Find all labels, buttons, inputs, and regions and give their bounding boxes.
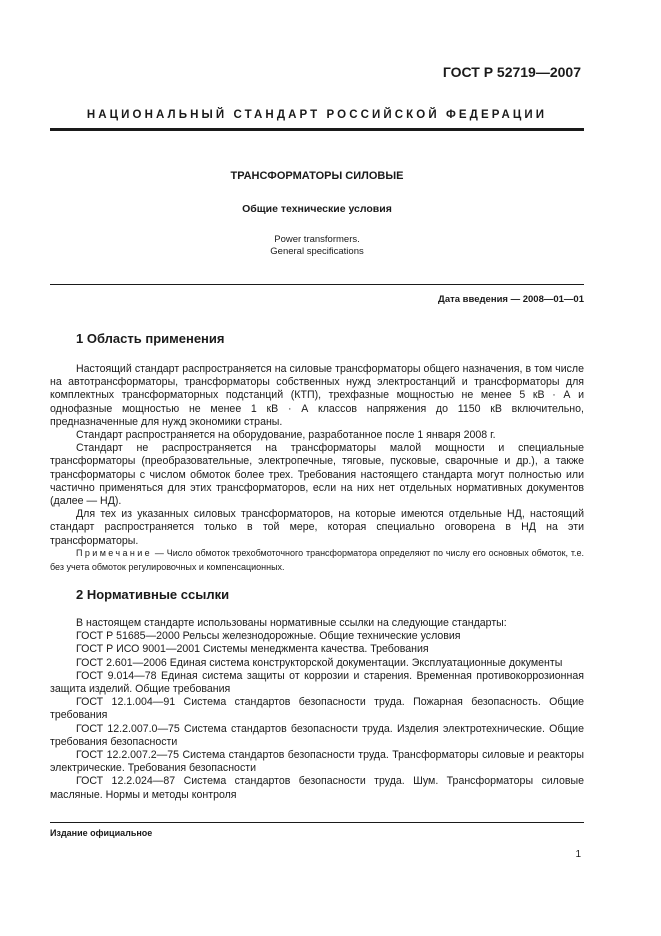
section-1-body: [50, 363, 584, 548]
reference-item: ГОСТ 12.2.007.0—75 Система стандартов безопасности труда. Изделия электротехнические. Общие требования безопасности: [50, 722, 584, 748]
reference-item: В настоящем стандарте использованы нормативные ссылки на следующие стандарты:: [76, 617, 507, 629]
note-label: Примечание: [76, 548, 153, 558]
edition-label: Издание официальное: [50, 828, 153, 838]
reference-item: ГОСТ 12.2.007.2—75 Система стандартов безопасности труда. Трансформаторы силовые и реакторы электрические. Требования безопасности: [50, 749, 584, 775]
section-2-heading: 2 Нормативные ссылки: [76, 587, 230, 602]
document-subtitle: Общие технические условия: [242, 203, 392, 215]
national-standard-banner: НАЦИОНАЛЬНЫЙ СТАНДАРТ РОССИЙСКОЙ ФЕДЕРАЦИИ: [86, 109, 548, 121]
reference-item: ГОСТ 2.601—2006 Единая система конструкторской документации. Эксплуатационные документы: [76, 656, 563, 669]
paragraph: Стандарт распространяется на оборудование, разработанное после 1 января 2008 г.: [76, 429, 496, 442]
english-title-line-2: General specifications: [270, 246, 364, 257]
paragraph: Для тех из указанных силовых трансформаторов, на которые имеются отдельные НД, настоящий стандарт распространяется только в той мере, которая специально оговорена в НД на эти трансформаторы.: [50, 508, 584, 547]
header-rule: [50, 128, 584, 131]
document-title: ТРАНСФОРМАТОРЫ СИЛОВЫЕ: [230, 170, 404, 182]
reference-item: ГОСТ Р 51685—2000 Рельсы железнодорожные. Общие технические условия: [76, 630, 461, 643]
page-number: 1: [575, 849, 581, 860]
reference-item: ГОСТ 9.014—78 Единая система защиты от коррозии и старения. Временная противокоррозионная защита изделий. Общие требования: [50, 669, 584, 696]
note: [50, 547, 584, 574]
note-text: — Число обмоток трехобмоточного трансформатора определяют по числу его основных обмоток, т.е. без учета обмоток регулировочных и компенсационных.: [50, 548, 584, 572]
effective-date: Дата введения — 2008—01—01: [438, 294, 584, 305]
reference-item: ГОСТ Р ИСО 9001—2001 Системы менеджмента качества. Требования: [76, 643, 429, 656]
reference-item: ГОСТ 12.1.004—91 Система стандартов безопасности труда. Пожарная безопасность. Общие требования: [50, 696, 584, 722]
document-code: ГОСТ Р 52719—2007: [442, 64, 581, 80]
paragraph: Настоящий стандарт распространяется на силовые трансформаторы общего назначения, в том числе на автотрансформаторы, трансформаторы собственных нужд электростанций и трансформаторы для комплектных трансформаторных подстанций (КТП), трехфазные мощностью не менее 5 кВ · А и однофазные мощностью не менее 1 кВ · А классов напряжения до 1150 кВ включительно, предназначенные для нужд экономики страны.: [50, 363, 584, 428]
reference-item: ГОСТ 12.2.024—87 Система стандартов безопасности труда. Шум. Трансформаторы силовые масляные. Нормы и методы контроля: [50, 775, 584, 801]
section-1-heading: 1 Область применения: [76, 331, 225, 346]
english-title-line-1: Power transformers.: [274, 234, 360, 245]
section-2-body: [50, 617, 584, 802]
paragraph: Стандарт не распространяется на трансформаторы малой мощности и специальные трансформаторы (преобразовательные, электропечные, тяговые, пусковые, сварочные и др.), а также трансформаторы с числом обмоток более трех. Требования настоящего стандарта могут полностью или частично применяться для этих трансформаторов, если на них нет отдельных нормативных документов (далее — НД).: [50, 442, 584, 508]
footer-rule: [50, 822, 584, 823]
title-rule: [50, 284, 584, 285]
